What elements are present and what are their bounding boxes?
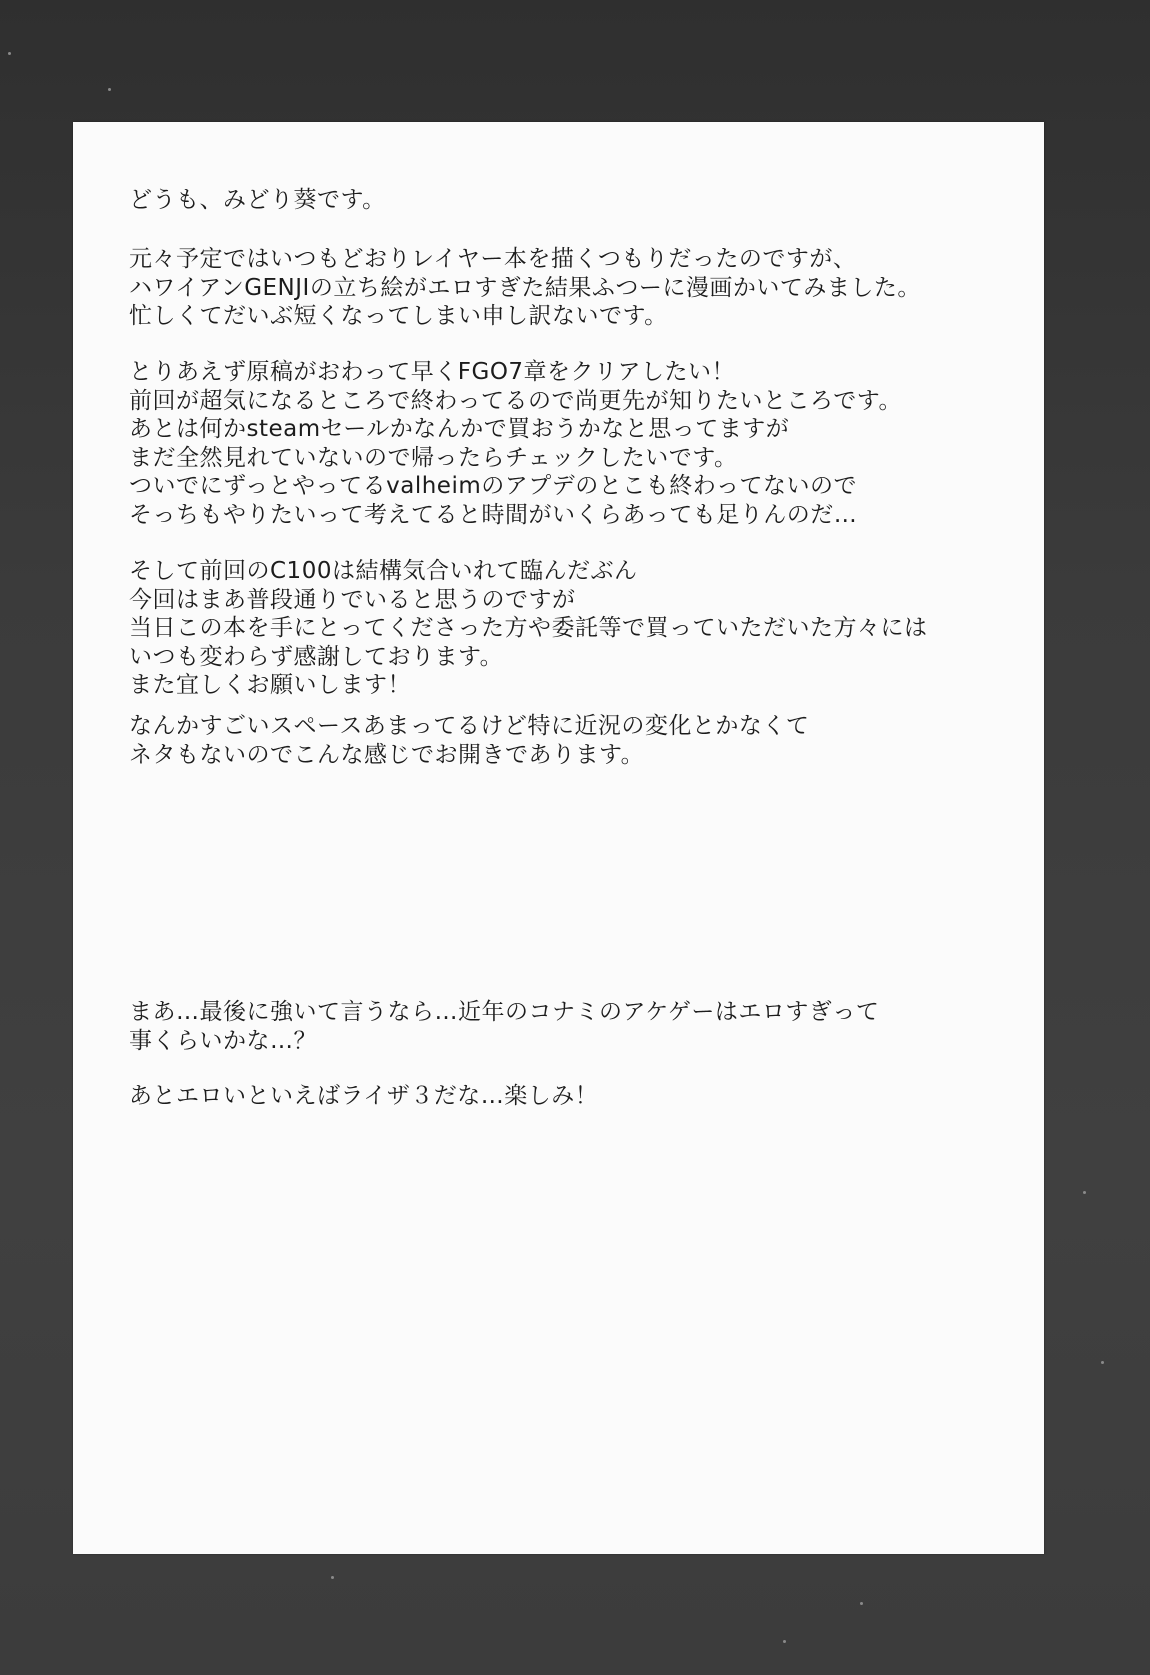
- text-line: いつも変わらず感謝しております。: [129, 643, 504, 670]
- text-line: ハワイアンGENJIの立ち絵がエロすぎた結果ふつーに漫画かいてみました。: [129, 274, 921, 301]
- afterword-page: [73, 122, 1044, 1554]
- dust-speck: [8, 52, 11, 55]
- text-line: なんかすごいスペースあまってるけど特に近況の変化とかなくて: [129, 713, 810, 739]
- text-line: 今回はまあ普段通りでいると思うのですが: [129, 586, 576, 613]
- text-line: まあ…最後に強いて言うなら…近年のコナミのアケゲーはエロすぎって: [129, 999, 880, 1025]
- text-line: あとは何かsteamセールかなんかで買おうかなと思ってますが: [129, 416, 790, 442]
- dust-speck: [783, 1640, 786, 1643]
- dust-speck: [1101, 1361, 1104, 1364]
- dust-speck: [331, 1576, 334, 1579]
- event-paragraph: [129, 557, 1009, 700]
- games-paragraph: [129, 358, 1009, 529]
- text-line: まだ全然見れていないので帰ったらチェックしたいです。: [129, 444, 738, 471]
- dust-speck: [108, 88, 111, 91]
- text-line: そっちもやりたいって考えてると時間がいくらあっても足りんのだ…: [129, 501, 858, 528]
- text-line: どうも、みどり葵です。: [129, 187, 386, 213]
- text-line: そして前回のC100は結構気合いれて臨んだぶん: [129, 558, 638, 584]
- plans-paragraph: [129, 245, 1009, 331]
- text-line: 当日この本を手にとってくださった方や委託等で買っていただいた方々には: [129, 615, 928, 641]
- text-line: ついでにずっとやってるvalheimのアプデのとこも終わってないので: [129, 473, 858, 499]
- text-line: 忙しくてだいぶ短くなってしまい申し訳ないです。: [129, 303, 668, 329]
- final-paragraph: [129, 1082, 1009, 1111]
- dust-speck: [1083, 1191, 1086, 1194]
- dust-speck: [860, 1602, 863, 1605]
- text-line: とりあえず原稿がおわって早くFGO7章をクリアしたい！: [129, 359, 736, 385]
- closing-paragraph: [129, 712, 1009, 769]
- greeting-paragraph: [129, 186, 1009, 215]
- arcade-paragraph: [129, 998, 1009, 1055]
- text-line: 事くらいかな…？: [129, 1027, 317, 1054]
- text-line: ネタもないのでこんな感じでお開きであります。: [129, 741, 645, 768]
- text-line: 元々予定ではいつもどおりレイヤー本を描くつもりだったのですが、: [129, 246, 857, 272]
- text-line: 前回が超気になるところで終わってるので尚更先が知りたいところです。: [129, 387, 902, 414]
- text-line: あとエロいといえばライザ３だな…楽しみ！: [129, 1083, 599, 1109]
- text-line: また宜しくお願いします！: [129, 672, 411, 698]
